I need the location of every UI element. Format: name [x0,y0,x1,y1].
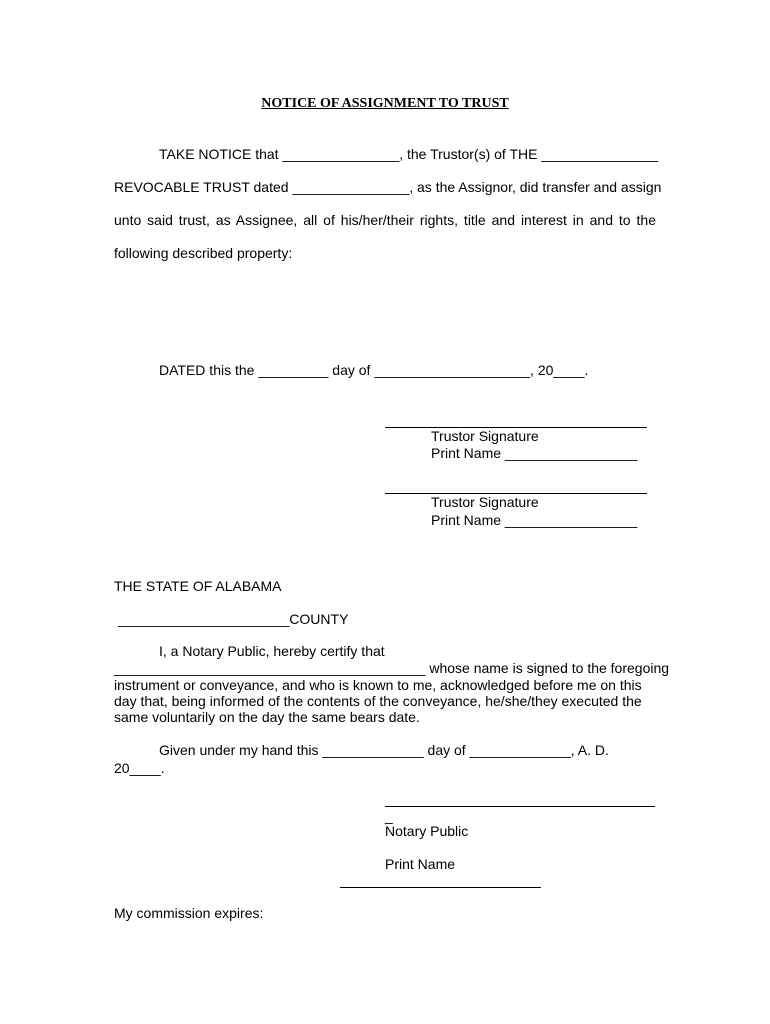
notice-line-3: unto said trust, as Assignee, all of his/her/their rights, title and interest in and to the [114,212,656,228]
trustor-signature-label-2: Trustor Signature [431,494,539,510]
notary-print-name-line [340,887,541,888]
notary-signature-underscore: _ [385,808,393,824]
notice-line-4: following described property: [114,245,293,261]
certify-line-1: ________________________________________ whose name is signed to the foregoing [114,660,670,676]
certify-intro: I, a Notary Public, hereby certify that [159,643,385,659]
trustor-print-name-1: Print Name _________________ [431,445,638,461]
state-heading: THE STATE OF ALABAMA [114,578,282,594]
notice-line-2: REVOCABLE TRUST dated _______________, as the Assignor, did transfer and assign [114,179,662,195]
certify-line-4: same voluntarily on the day the same bears date. [114,709,420,725]
document-title: NOTICE OF ASSIGNMENT TO TRUST [261,96,509,111]
notice-line-1: TAKE NOTICE that _______________, the Trustor(s) of THE _______________ [159,146,659,162]
trustor-signature-label-1: Trustor Signature [431,428,539,444]
notary-public-label: Notary Public [385,823,469,839]
print-name-label: Print Name [385,856,456,872]
certify-line-3: day that, being informed of the contents of the conveyance, he/she/they executed the [114,693,642,709]
dated-line: DATED this the _________ day of ____________________, 20____. [159,362,589,378]
commission-expires: My commission expires: [114,905,264,921]
trustor-print-name-2: Print Name _________________ [431,512,638,528]
notary-signature-line [385,806,655,807]
given-line-2: 20____. [114,760,165,776]
county-line: ______________________COUNTY [118,611,349,627]
given-line-1: Given under my hand this _____________ day of _____________, A. D. [159,742,609,758]
certify-line-2: instrument or conveyance, and who is known to me, acknowledged before me on this [114,677,642,693]
